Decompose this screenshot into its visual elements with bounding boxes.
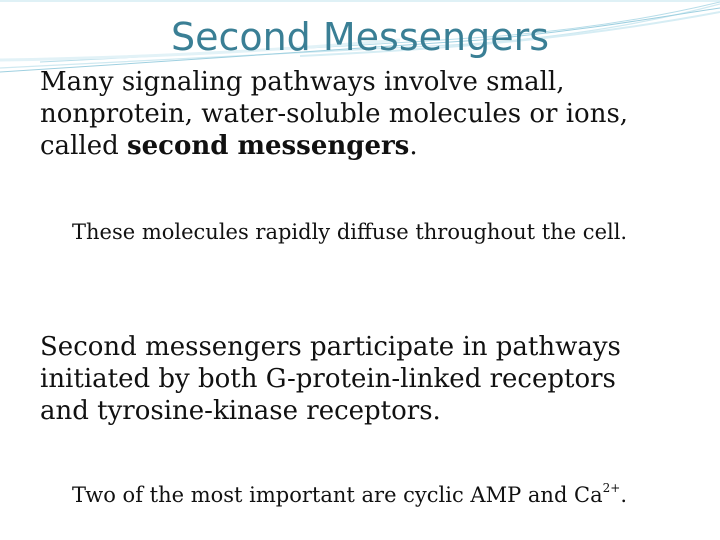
bullet-2-sub xyxy=(72,481,627,509)
bullet-1-line-1: Many signaling pathways involve small, xyxy=(40,67,565,97)
bullet-1-line-3-pre: called xyxy=(40,131,127,161)
bullet-2-line-3: and tyrosine-kinase receptors. xyxy=(40,396,441,426)
bullet-1 xyxy=(40,66,628,162)
bullet-1-line-3 xyxy=(40,130,628,162)
calcium-superscript: 2+ xyxy=(602,481,621,495)
slide-title: Second Messengers xyxy=(170,15,550,59)
bullet-1-sub-text: These molecules rapidly diffuse throughout the cell. xyxy=(72,220,628,244)
bullet-1-line-3-bold: second messengers xyxy=(127,131,410,161)
bullet-1-line-2: nonprotein, water-soluble molecules or ions, xyxy=(40,99,629,129)
bullet-1-line-3-post: . xyxy=(409,131,418,161)
bullet-2-line-1: Second messengers participate in pathways xyxy=(40,332,621,362)
bullet-2-sub-pre: Two of the most important are cyclic AMP and Ca xyxy=(72,483,603,507)
bullet-2-line-2: initiated by both G-protein-linked receptors xyxy=(40,364,616,394)
bullet-1-sub xyxy=(72,218,627,246)
bullet-2 xyxy=(40,331,621,427)
bullet-2-sub-post: . xyxy=(620,483,628,507)
bullet-2-sub-text xyxy=(72,481,627,509)
